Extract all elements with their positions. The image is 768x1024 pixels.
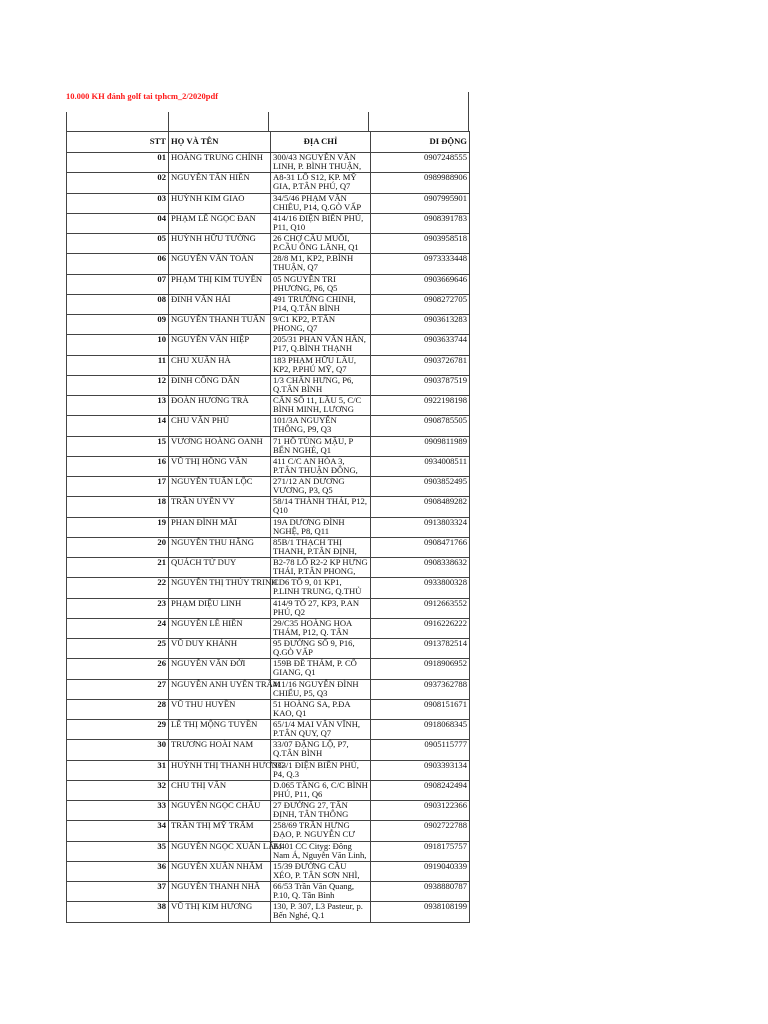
row-name: VŨ THU HUYỀN [169,699,271,719]
table-row [67,598,470,618]
row-phone: 0934008511 [371,456,470,476]
row-stt: 18 [67,497,169,517]
row-address-text: E.401 CC Cityg: Đông Nam Á, Nguyễn Văn Linh, [273,840,367,860]
row-address-text: 258/69 TRẦN HƯNG ĐẠO, P. NGUYỄN CƯ [273,820,355,840]
row-name: NGUYỄN VĂN HIỆP [169,335,271,355]
row-address-text: 411/16 NGUYỄN ĐÌNH CHIỂU, P5, Q3 [273,678,359,698]
table-row [67,679,470,699]
row-phone: 0903633744 [371,335,470,355]
row-stt: 19 [67,517,169,537]
table-row [67,699,470,719]
table-row [67,659,470,679]
table-row [67,720,470,740]
row-stt: 05 [67,234,169,254]
table-row [67,578,470,598]
row-address [271,193,371,213]
row-name: NGUYỄN XUÂN NHÂM [169,861,271,881]
row-address [271,780,371,800]
table-row [67,213,470,233]
row-address-text: 414/16 ĐIỆN BIÊN PHỦ, P11, Q10 [273,212,364,232]
row-address-text: 27 ĐƯỜNG 27, TÂN ĐỊNH, TÂN THÔNG [273,800,349,820]
row-stt: 23 [67,598,169,618]
row-address-text: 85B/1 THẠCH THỊ THANH, P.TÂN ĐỊNH, [273,536,357,556]
row-address [271,294,371,314]
row-name: PHẠM THỊ KIM TUYẾN [169,274,271,294]
grid-line [368,112,369,132]
row-name: NGUYỄN VĂN TOÀN [169,254,271,274]
table-row [67,456,470,476]
row-stt: 03 [67,193,169,213]
row-address-text: 51 HOÀNG SA, P.ĐA KAO, Q1 [273,698,351,718]
table-row [67,416,470,436]
row-phone: 0907248555 [371,153,470,173]
row-name: HOÀNG TRUNG CHÍNH [169,153,271,173]
row-stt: 20 [67,537,169,557]
row-stt: 11 [67,355,169,375]
row-name: ĐINH VĂN HẢI [169,294,271,314]
table-row [67,861,470,881]
row-phone: 0903613283 [371,315,470,335]
row-stt: 25 [67,639,169,659]
row-name: QUÁCH TỬ DUY [169,558,271,578]
row-phone: 0903958518 [371,234,470,254]
row-address-text: 9/C1 KP2, P.TÂN PHONG, Q7 [273,314,336,334]
table-row [67,375,470,395]
row-address-text: 205/31 PHAN VĂN HÂN, P17, Q.BÌNH THẠNH [273,334,366,354]
row-phone: 0989988906 [371,173,470,193]
row-stt: 01 [67,153,169,173]
row-address [271,477,371,497]
row-address-text: B2-78 LÔ R2-2 KP HƯNG THÁI, P.TÂN PHONG, [273,557,368,577]
row-phone: 0903122366 [371,801,470,821]
table-row [67,740,470,760]
row-address-text: 66/53 Trần Văn Quang, P.10, Q. Tân Bình [273,881,355,901]
row-address [271,173,371,193]
row-stt: 12 [67,375,169,395]
table-row [67,517,470,537]
row-address-text: 183 PHẠM HỮU LẦU, KP2, P.PHÚ MỸ, Q7 [273,354,357,374]
row-address-text: 491 TRƯỜNG CHINH, P14, Q.TÂN BÌNH [273,293,356,313]
row-address [271,456,371,476]
row-address-text: 34/5/46 PHẠM VĂN CHIÊU, P14, Q.GÒ VẤP [273,192,362,212]
row-phone: 0913803324 [371,517,470,537]
row-stt: 04 [67,213,169,233]
row-stt: 26 [67,659,169,679]
row-name: NGUYỄN LÊ HIỀN [169,618,271,638]
table-row [67,497,470,517]
row-stt: 33 [67,801,169,821]
row-address [271,882,371,902]
row-phone: 0903787519 [371,375,470,395]
row-address-text: 19A DƯƠNG ĐÌNH NGHỆ, P8, Q11 [273,516,345,536]
row-name: VŨ THỊ HỒNG VÂN [169,456,271,476]
row-address-text: D.065 TẦNG 6, C/C BÌNH PHÚ, P11, Q6 [273,779,368,799]
row-address-text: 26 CHỢ CẦU MUỐI, P.CẦU ÔNG LÃNH, Q1 [273,233,359,253]
row-name: NGUYỄN THANH NHÃ [169,882,271,902]
row-name: TRẦN UYÊN VY [169,497,271,517]
row-phone: 0908391783 [371,213,470,233]
row-stt: 02 [67,173,169,193]
grid-line [468,92,469,132]
row-stt: 17 [67,477,169,497]
table-row [67,396,470,416]
row-stt: 24 [67,618,169,638]
row-address [271,213,371,233]
row-name: NGUYỄN VĂN ĐỜI [169,659,271,679]
row-stt: 22 [67,578,169,598]
row-name: VŨ DUY KHÁNH [169,639,271,659]
row-address [271,234,371,254]
row-address [271,497,371,517]
row-name: CHU VĂN PHÚ [169,416,271,436]
row-address [271,598,371,618]
row-stt: 29 [67,720,169,740]
row-address-text: 05 NGUYỄN TRI PHƯƠNG, P6, Q5 [273,273,338,293]
row-address-text: 95 ĐƯỜNG SỐ 9, P16, Q.GÒ VẤP [273,638,355,658]
row-address-text: CĂN SỐ 11, LẦU 5, C/C BÌNH MINH, LƯƠNG [273,395,362,415]
table-row [67,335,470,355]
row-address [271,335,371,355]
table-header-row [67,132,470,153]
row-phone: 0912663552 [371,598,470,618]
row-stt: 15 [67,436,169,456]
row-name: HUỲNH THỊ THANH HƯƠNG [169,760,271,780]
row-stt: 21 [67,558,169,578]
table-row [67,355,470,375]
row-address-text: 101/3A NGUYỄN THÔNG, P9, Q3 [273,415,337,435]
row-address [271,537,371,557]
row-phone: 0903726781 [371,355,470,375]
table-row [67,294,470,314]
row-stt: 06 [67,254,169,274]
table-row [67,618,470,638]
row-address [271,861,371,881]
table-row [67,274,470,294]
row-phone: 0902722788 [371,821,470,841]
row-name: NGUYỄN NGỌC XUÂN LÂM [169,841,271,861]
row-name: LÊ THỊ MỘNG TUYỀN [169,720,271,740]
row-address [271,558,371,578]
row-address [271,720,371,740]
row-address-text: 1/3 CHẤN HƯNG, P6, Q.TÂN BÌNH [273,374,354,394]
row-stt: 35 [67,841,169,861]
row-name: VƯƠNG HOÀNG OANH [169,436,271,456]
table-row [67,315,470,335]
row-address [271,699,371,719]
row-phone: 0908338632 [371,558,470,578]
document-title: 10.000 KH đánh golf tai tphcm_2/2020pdf [66,91,219,101]
row-address [271,396,371,416]
row-address [271,740,371,760]
row-name: CHU XUÂN HÀ [169,355,271,375]
row-address [271,902,371,922]
header-name: HỌ VÀ TÊN [169,132,271,153]
row-phone: 0903393134 [371,760,470,780]
table-row [67,821,470,841]
row-name: PHAN ĐÌNH MÃI [169,517,271,537]
row-address [271,618,371,638]
table-row [67,841,470,861]
row-address-text: A8-31 LÔ S12, KP. MỸ GIA, P.TÂN PHÚ, Q7 [273,172,357,192]
row-address-text: 159B ĐỀ THÁM, P. CÔ GIANG, Q1 [273,658,357,678]
row-stt: 28 [67,699,169,719]
row-address-text: 58/14 THÀNH THÁI, P12, Q10 [273,496,367,516]
row-name: NGUYỄN TẤN HIỀN [169,173,271,193]
row-stt: 31 [67,760,169,780]
row-name: NGUYỄN NGỌC CHÂU [169,801,271,821]
row-name: ĐOÀN HƯƠNG TRÀ [169,396,271,416]
row-stt: 16 [67,456,169,476]
row-phone: 0918906952 [371,659,470,679]
row-address [271,254,371,274]
row-phone: 0938880787 [371,882,470,902]
row-phone: 0905115777 [371,740,470,760]
row-name: PHẠM DIỆU LINH [169,598,271,618]
table-row [67,558,470,578]
row-address-text: 300/43 NGUYỄN VĂN LINH, P. BÌNH THUẬN, [273,152,362,172]
table-row [67,902,470,922]
row-stt: 14 [67,416,169,436]
row-stt: 38 [67,902,169,922]
row-phone: 0916226222 [371,618,470,638]
row-address [271,801,371,821]
row-phone: 0938108199 [371,902,470,922]
row-name: ĐINH CÔNG DÂN [169,375,271,395]
row-address [271,639,371,659]
row-stt: 32 [67,780,169,800]
table-row [67,780,470,800]
header-phone: DI ĐỘNG [371,132,470,153]
row-name: VŨ THỊ KIM HƯƠNG [169,902,271,922]
row-phone: 0919040339 [371,861,470,881]
header-address: ĐỊA CHỈ [271,132,371,153]
row-name: TRƯƠNG HOÀI NAM [169,740,271,760]
row-address-text: 414/9 TỔ 27, KP3, P.AN PHÚ, Q2 [273,597,360,617]
row-address [271,436,371,456]
row-phone: 0903852495 [371,477,470,497]
row-address [271,355,371,375]
row-address-text: 65/1/4 MAI VĂN VĨNH, P.TÂN QUY, Q7 [273,719,361,739]
row-phone: 0913782514 [371,639,470,659]
table-row [67,537,470,557]
row-name: NGUYỄN THANH TUẤN [169,315,271,335]
row-phone: 0907995901 [371,193,470,213]
row-address [271,375,371,395]
table-row [67,882,470,902]
row-name: CHU THỊ VÂN [169,780,271,800]
table-row [67,477,470,497]
row-stt: 34 [67,821,169,841]
table-row [67,193,470,213]
row-name: HUỲNH KIM GIAO [169,193,271,213]
row-address-text: 15/39 ĐƯỜNG CẦU XÉO, P. TÂN SƠN NHÌ, [273,860,360,880]
row-address [271,821,371,841]
row-address-text: 411 C/C AN HÒA 3, P.TÂN THUẬN ĐÔNG, [273,455,358,475]
row-phone: 0903669646 [371,274,470,294]
row-stt: 08 [67,294,169,314]
header-stt: STT [67,132,169,153]
row-phone: 0973333448 [371,254,470,274]
row-address [271,517,371,537]
row-stt: 27 [67,679,169,699]
row-stt: 37 [67,882,169,902]
row-address [271,416,371,436]
row-address-text: CD6 TỔ 9, 01 KP1, P.LINH TRUNG, Q.THỦ [273,577,362,597]
row-stt: 10 [67,335,169,355]
grid-line [66,112,67,132]
row-stt: 07 [67,274,169,294]
row-address-text: 71 HỒ TÙNG MẬU, P BẾN NGHÉ, Q1 [273,435,353,455]
row-phone: 0937362788 [371,679,470,699]
row-name: HUỲNH HỮU TƯỜNG [169,234,271,254]
row-address-text: 29/C35 HOÀNG HOA THÁM, P12, Q. TÂN [273,617,352,637]
row-name: TRẦN THỊ MỸ TRÂM [169,821,271,841]
table-row [67,234,470,254]
row-address-text: 130, P. 307, L3 Pasteur, p. Bến Nghé, Q.1 [273,901,363,921]
table-row [67,760,470,780]
row-address-text: 28/8 M1, KP2, P.BÌNH THUẬN, Q7 [273,253,354,273]
row-phone: 0908151671 [371,699,470,719]
row-address [271,760,371,780]
table-row [67,254,470,274]
row-phone: 0918068345 [371,720,470,740]
grid-line [268,112,269,132]
row-address-text: 271/12 AN DƯƠNG VƯƠNG, P3, Q5 [273,476,345,496]
row-address-text: 33/07 ĐẶNG LỘ, P7, Q.TÂN BÌNH [273,739,349,759]
row-name: PHẠM LÊ NGỌC ĐAN [169,213,271,233]
row-name: NGUYỄN THU HẰNG [169,537,271,557]
row-name: NGUYỄN THỊ THÚY TRINH [169,578,271,598]
table-row [67,153,470,173]
table-row [67,173,470,193]
row-phone: 0908272705 [371,294,470,314]
row-phone: 0908242494 [371,780,470,800]
customer-table [66,131,470,923]
row-phone: 0909811989 [371,436,470,456]
row-address [271,315,371,335]
grid-line [168,112,169,132]
row-name: NGUYỄN TUẤN LỘC [169,477,271,497]
row-stt: 13 [67,396,169,416]
row-phone: 0908489282 [371,497,470,517]
row-address-text: 333/1 ĐIỆN BIÊN PHỦ, P4, Q.3 [273,759,359,779]
table-row [67,801,470,821]
row-phone: 0918175757 [371,841,470,861]
row-phone: 0908785505 [371,416,470,436]
row-stt: 09 [67,315,169,335]
table-row [67,436,470,456]
row-phone: 0933800328 [371,578,470,598]
row-phone: 0922198198 [371,396,470,416]
row-stt: 36 [67,861,169,881]
row-address [271,679,371,699]
row-address [271,841,371,861]
table-row [67,639,470,659]
row-phone: 0908471766 [371,537,470,557]
row-name: NGUYỄN ANH UYÊN TRÂM [169,679,271,699]
row-address [271,659,371,679]
row-address [271,578,371,598]
row-address [271,274,371,294]
row-address [271,153,371,173]
row-stt: 30 [67,740,169,760]
